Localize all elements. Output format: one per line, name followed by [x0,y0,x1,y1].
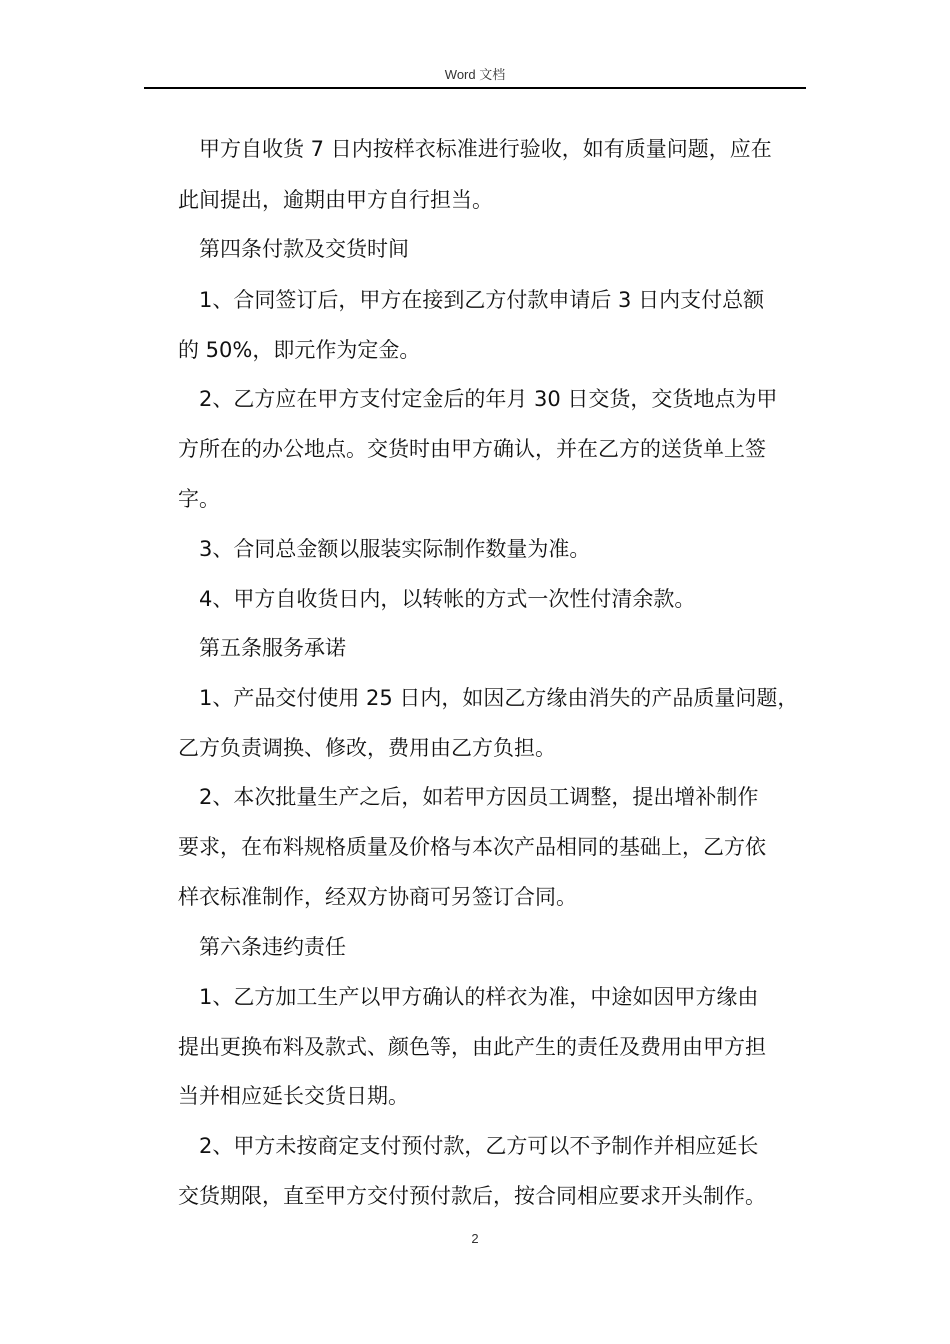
body-line-22: 交货期限，直至甲方交付预付款后，按合同相应要求开头制作。 [178,1184,766,1208]
body-line-15: 要求，在布料规格质量及价格与本次产品相同的基础上，乙方依 [178,835,766,859]
body-line-9: 3、合同总金额以服装实际制作数量为准。 [199,537,591,561]
body-line-14: 2、本次批量生产之后，如若甲方因员工调整，提出增补制作 [199,785,759,809]
section-heading-6: 第六条违约责任 [199,935,346,959]
body-line-2: 此间提出，逾期由甲方自行担当。 [178,188,493,212]
body-line-5: 的 50%，即元作为定金。 [178,338,421,362]
body-line-19: 提出更换布料及款式、颜色等，由此产生的责任及费用由甲方担 [178,1035,766,1059]
body-line-10: 4、甲方自收货日内，以转帐的方式一次性付清余款。 [199,587,696,611]
body-line-20: 当并相应延长交货日期。 [178,1084,409,1108]
section-heading-5: 第五条服务承诺 [199,636,346,660]
body-line-13: 乙方负责调换、修改，费用由乙方负担。 [178,736,556,760]
body-line-21: 2、甲方未按商定支付预付款，乙方可以不予制作并相应延长 [199,1134,759,1158]
body-line-6: 2、乙方应在甲方支付定金后的年月 30 日交货，交货地点为甲 [199,387,778,411]
body-line-12: 1、产品交付使用 25 日内，如因乙方缘由消失的产品质量问题， [199,686,799,710]
body-line-8: 字。 [178,487,220,511]
section-heading-4: 第四条付款及交货时间 [199,237,409,261]
page-header-title: Word 文档 [444,67,506,82]
header-divider [144,87,806,89]
body-line-7: 方所在的办公地点。交货时由甲方确认，并在乙方的送货单上签 [178,437,766,461]
body-line-16: 样衣标准制作，经双方协商可另签订合同。 [178,885,577,909]
body-line-1: 甲方自收货 7 日内按样衣标准进行验收，如有质量问题，应在 [199,137,772,161]
body-line-4: 1、合同签订后，甲方在接到乙方付款申请后 3 日内支付总额 [199,288,765,312]
body-line-18: 1、乙方加工生产以甲方确认的样衣为准，中途如因甲方缘由 [199,985,759,1009]
page-number: 2 [471,1231,479,1246]
